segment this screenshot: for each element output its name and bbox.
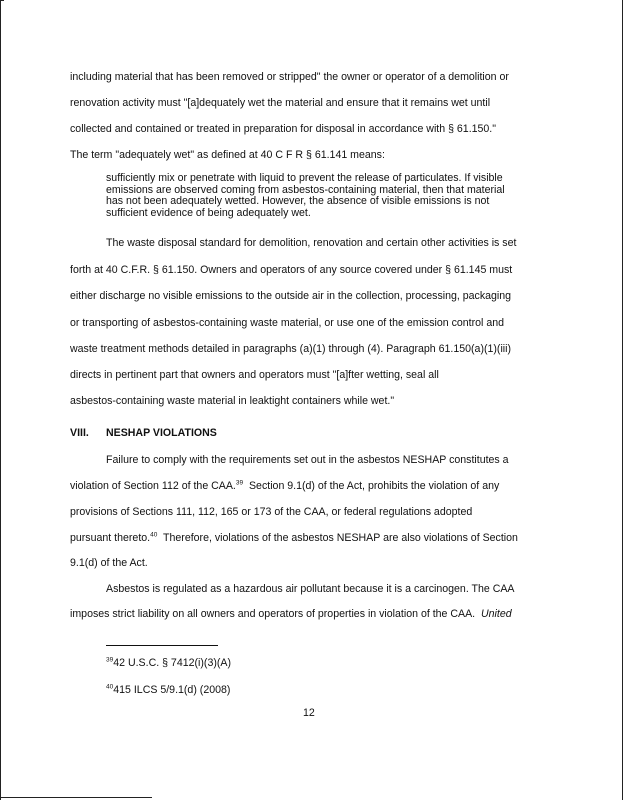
footnote-ref: 40 bbox=[150, 531, 158, 539]
scan-bottom-edge bbox=[0, 797, 152, 798]
body-line: forth at 40 C.F.R. § 61.150. Owners and operators of any source covered under § 61.145 must bbox=[70, 264, 513, 276]
footnote bbox=[106, 685, 230, 696]
body-line: waste treatment methods detailed in paragraphs (a)(1) through (4). Paragraph 61.150(a)(1)(iii) bbox=[70, 343, 512, 355]
section-title: NESHAP VIOLATIONS bbox=[106, 427, 217, 439]
footnote-number: 40 bbox=[106, 683, 114, 691]
footnote-text: 415 ILCS 5/9.1(d) (2008) bbox=[113, 684, 231, 696]
body-line bbox=[70, 533, 518, 544]
scan-top-tick bbox=[0, 0, 4, 1]
block-quote bbox=[106, 173, 526, 219]
footnote-text: 42 U.S.C. § 7412(i)(3)(A) bbox=[113, 657, 231, 669]
body-text: pursuant thereto. bbox=[70, 532, 151, 544]
body-line: either discharge no visible emissions to the outside air in the collection, processing, packaging bbox=[70, 290, 512, 302]
body-line bbox=[70, 609, 512, 620]
quote-line: sufficient evidence of being adequately wet. bbox=[106, 206, 311, 219]
quote-line: emissions are observed coming from asbestos-containing material, then that material bbox=[106, 183, 505, 196]
body-line: Failure to comply with the requirements set out in the asbestos NESHAP constitutes a bbox=[106, 454, 509, 466]
quote-line: has not been adequately wetted. However, the absence of visible emissions is not bbox=[106, 195, 490, 207]
section-number: VIII. bbox=[70, 427, 89, 439]
body-line: Asbestos is regulated as a hazardous air pollutant because it is a carcinogen. The CAA bbox=[106, 583, 515, 595]
quote-line: sufficiently mix or penetrate with liquid to prevent the release of particulates. If visible bbox=[106, 172, 503, 184]
footnote-separator bbox=[106, 645, 218, 646]
body-line: directs in pertinent part that owners and operators must "[a]fter wetting, seal all bbox=[70, 369, 439, 381]
body-line: provisions of Sections 111, 112, 165 or 173 of the CAA, or federal regulations adopted bbox=[70, 506, 473, 518]
scan-left-edge bbox=[0, 0, 1, 800]
footnote bbox=[106, 658, 231, 669]
case-name: United bbox=[481, 608, 512, 620]
body-line: including material that has been removed or stripped" the owner or operator of a demolition or bbox=[70, 71, 509, 83]
body-line: or transporting of asbestos-containing waste material, or use one of the emission control and bbox=[70, 317, 504, 329]
footnote-ref: 39 bbox=[235, 479, 244, 487]
scan-right-edge bbox=[622, 0, 623, 800]
body-text: Therefore, violations of the asbestos NESHAP are also violations of Section bbox=[157, 532, 518, 544]
body-text: imposes strict liability on all owners and operators of properties in violation of the CAA. bbox=[70, 608, 481, 620]
page-number: 12 bbox=[303, 707, 315, 719]
body-line: asbestos-containing waste material in leaktight containers while wet." bbox=[70, 395, 395, 407]
body-line: collected and contained or treated in preparation for disposal in accordance with § 61.150." bbox=[70, 123, 497, 135]
body-text: violation of Section 112 of the CAA. bbox=[70, 480, 236, 492]
body-text: Section 9.1(d) of the Act, prohibits the violation of any bbox=[243, 480, 500, 492]
footnote-number: 39 bbox=[106, 656, 114, 664]
body-line: 9.1(d) of the Act. bbox=[70, 557, 148, 569]
body-line: The waste disposal standard for demolition, renovation and certain other activities is set bbox=[106, 237, 517, 249]
body-line: The term "adequately wet" as defined at 40 C F R § 61.141 means: bbox=[70, 149, 385, 161]
body-line bbox=[70, 481, 499, 492]
body-line: renovation activity must "[a]dequately wet the material and ensure that it remains wet until bbox=[70, 97, 491, 109]
